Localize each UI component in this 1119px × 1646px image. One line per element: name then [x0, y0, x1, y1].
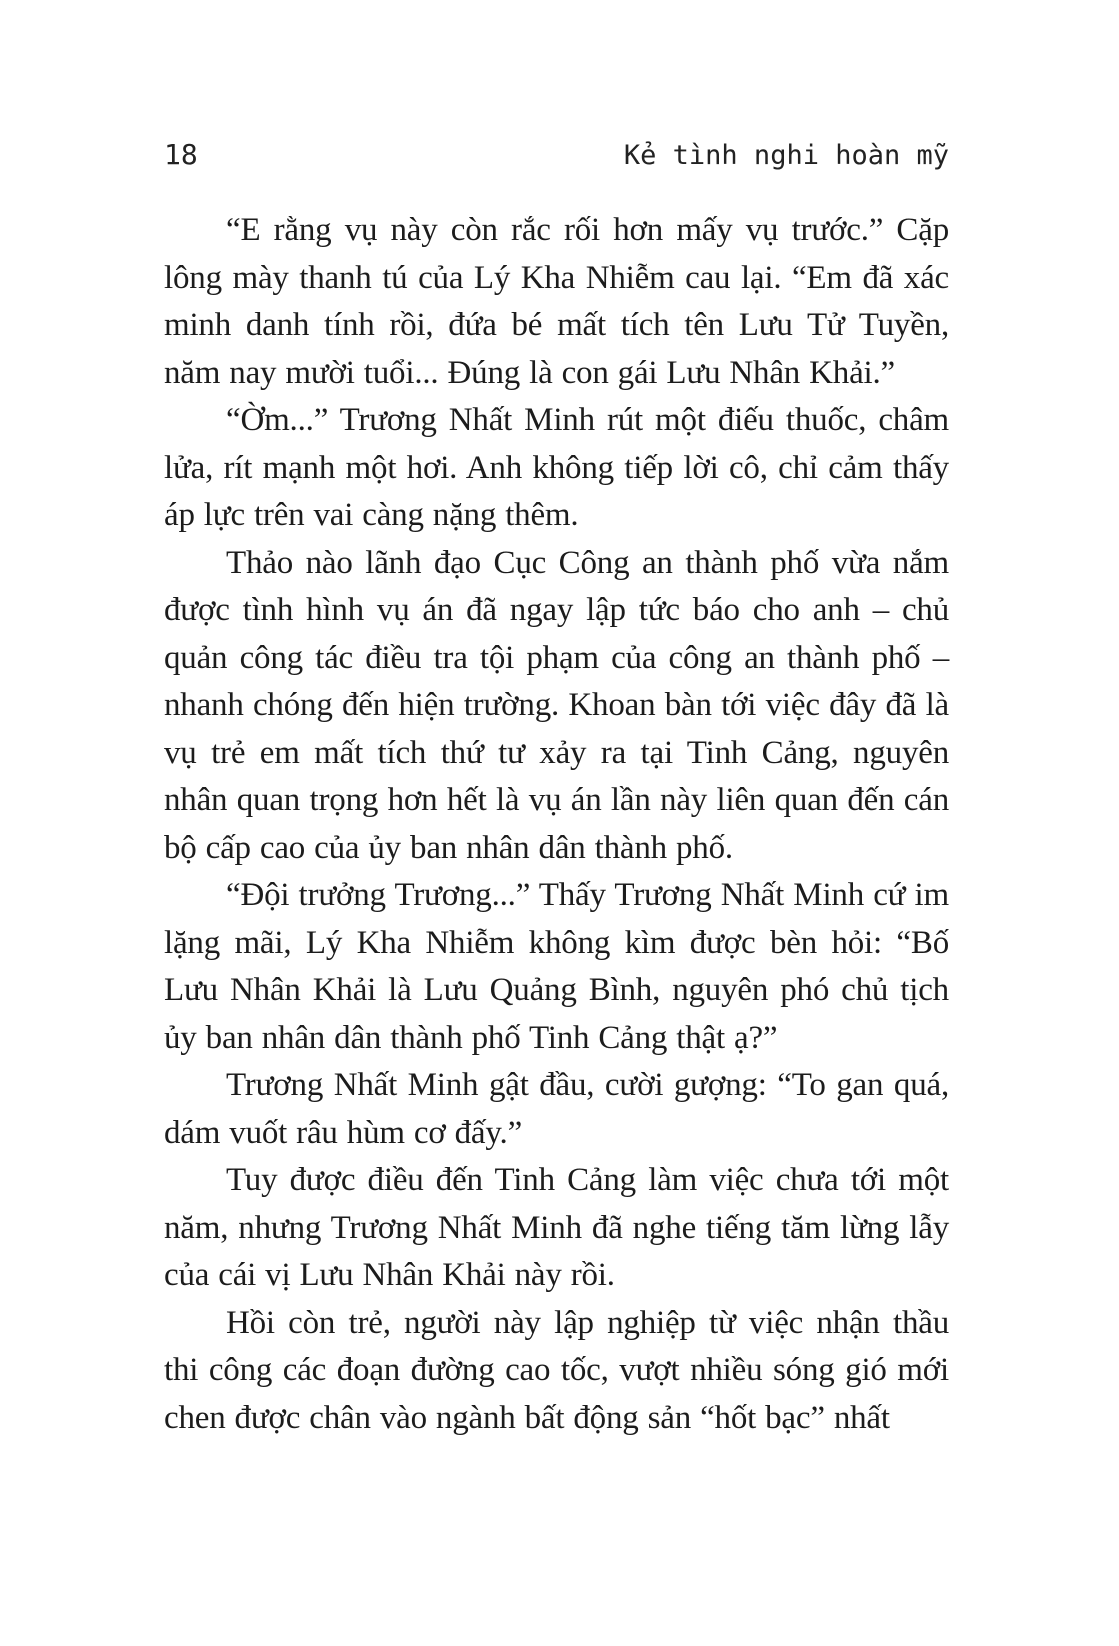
paragraph: “Đội trưởng Trương...” Thấy Trương Nhất Minh cứ im lặng mãi, Lý Kha Nhiễm không kìm được bèn hỏi: “Bố Lưu Nhân Khải là Lưu Quảng Bình, nguyên phó chủ tịch ủy ban nhân dân thành phố Tinh Cảng thật ạ?”	[164, 877, 949, 1056]
paragraph: Tuy được điều đến Tinh Cảng làm việc chưa tới một năm, nhưng Trương Nhất Minh đã nghe tiếng tăm lừng lẫy của cái vị Lưu Nhân Khải này rồi.	[164, 1162, 949, 1293]
page-header	[164, 138, 949, 173]
running-title: Kẻ tình nghi hoàn mỹ	[623, 140, 949, 171]
paragraph: “E rằng vụ này còn rắc rối hơn mấy vụ trước.” Cặp lông mày thanh tú của Lý Kha Nhiễm cau lại. “Em đã xác minh danh tính rồi, đứa bé mất tích tên Lưu Tử Tuyền, năm nay mười tuổi... Đúng là con gái Lưu Nhân Khải.”	[164, 212, 949, 391]
paragraph: “Ờm...” Trương Nhất Minh rút một điếu thuốc, châm lửa, rít mạnh một hơi. Anh không tiếp lời cô, chỉ cảm thấy áp lực trên vai càng nặng thêm.	[164, 402, 949, 533]
paragraph: Hồi còn trẻ, người này lập nghiệp từ việc nhận thầu thi công các đoạn đường cao tốc, vượt nhiều sóng gió mới chen được chân vào ngành bất động sản “hốt bạc” nhất	[164, 1304, 949, 1436]
body-text	[164, 207, 949, 1442]
paragraph: Thảo nào lãnh đạo Cục Công an thành phố vừa nắm được tình hình vụ án đã ngay lập tức báo cho anh – chủ quản công tác điều tra tội phạm của công an thành phố – nhanh chóng đến hiện trường. Khoan bàn tới việc đây đã là vụ trẻ em mất tích thứ tư xảy ra tại Tinh Cảng, nguyên nhân quan trọng hơn hết là vụ án lần này liên quan đến cán bộ cấp cao của ủy ban nhân dân thành phố.	[164, 544, 949, 866]
paragraph: Trương Nhất Minh gật đầu, cười gượng: “To gan quá, dám vuốt râu hùm cơ đấy.”	[164, 1067, 949, 1151]
page-number: 18	[164, 138, 198, 171]
